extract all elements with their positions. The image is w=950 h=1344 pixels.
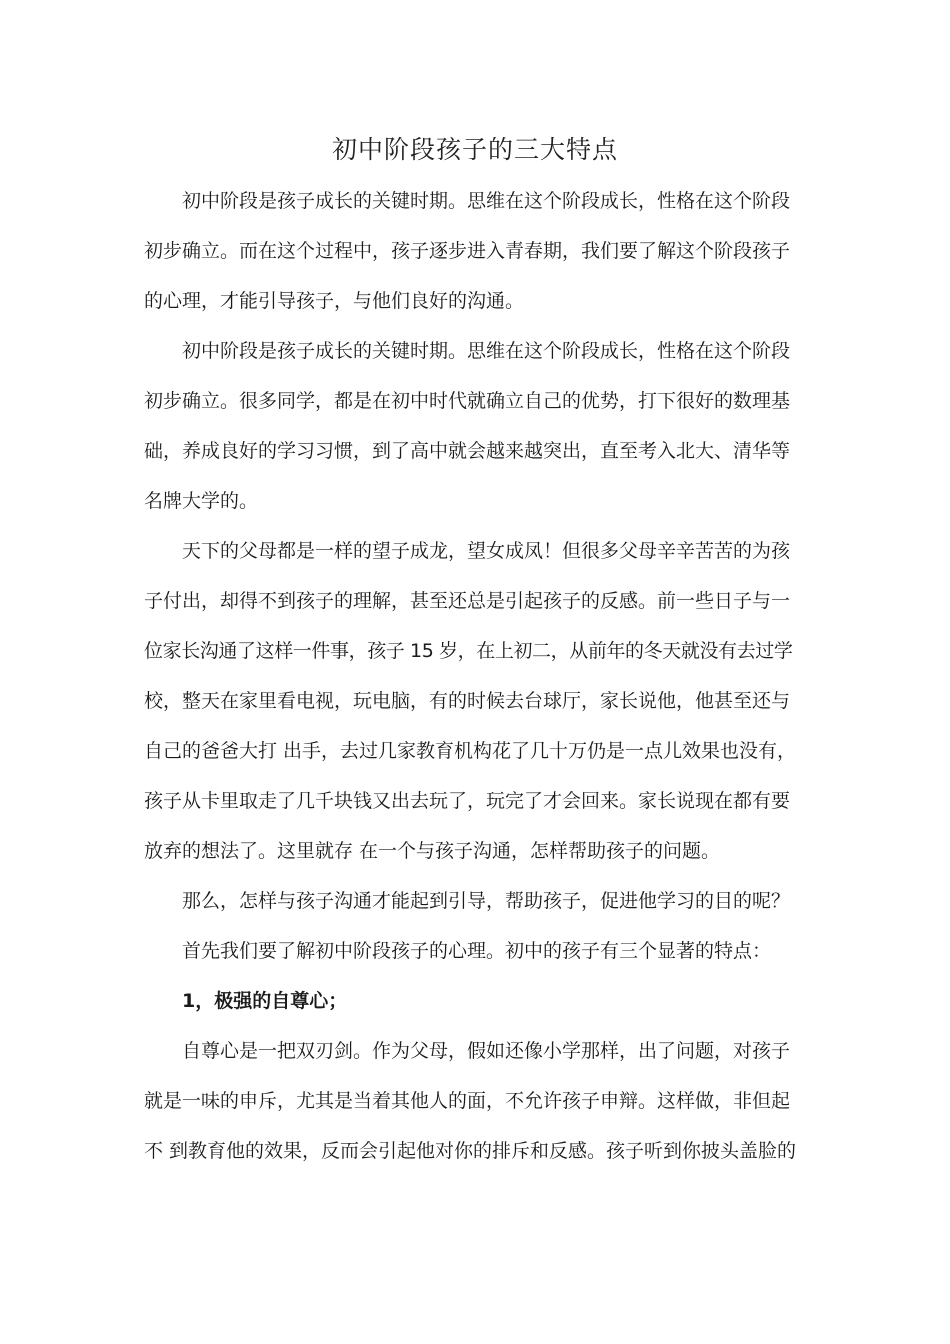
paragraph-line: 首先我们要了解初中阶段孩子的心理。初中的孩子有三个显著的特点： bbox=[182, 940, 772, 962]
paragraph-line: 放弃的想法了。这里就存 在一个与孩子沟通，怎样帮助孩子的问题。 bbox=[144, 840, 721, 862]
paragraph-intro bbox=[144, 176, 809, 326]
paragraph-line: 初中阶段是孩子成长的关键时期。思维在这个阶段成长，性格在这个阶段 bbox=[182, 340, 791, 362]
paragraph-key-period bbox=[144, 326, 809, 526]
paragraph-line: 初步确立。而在这个过程中，孩子逐步进入青春期，我们要了解这个阶段孩子 bbox=[144, 240, 791, 262]
document-title: 初中阶段孩子的三大特点 bbox=[331, 135, 618, 164]
paragraph-line: 初步确立。很多同学，都是在初中时代就确立自己的优势，打下很好的数理基 bbox=[144, 390, 791, 412]
section-heading-self-esteem bbox=[144, 976, 809, 1026]
paragraph-question bbox=[144, 876, 809, 926]
paragraph-line: 自尊心是一把双刃剑。作为父母，假如还像小学那样，出了问题，对孩子 bbox=[182, 1040, 791, 1062]
paragraph-line: 子付出，却得不到孩子的理解，甚至还总是引起孩子的反感。前一些日子与一 bbox=[144, 590, 791, 612]
paragraph-line: 位家长沟通了这样一件事，孩子 15 岁，在上初二，从前年的冬天就没有去过学 bbox=[144, 640, 793, 662]
paragraph-line: 不 到教育他的效果，反而会引起他对你的排斥和反感。孩子听到你披头盖脸的 bbox=[144, 1140, 797, 1162]
paragraph-three-traits bbox=[144, 926, 809, 976]
paragraph-parents-story bbox=[144, 526, 809, 876]
paragraph-line: 天下的父母都是一样的望子成龙，望女成凤！但很多父母辛辛苦苦的为孩 bbox=[182, 540, 791, 562]
paragraph-line: 就是一味的申斥，尤其是当着其他人的面，不允许孩子申辩。这样做，非但起 bbox=[144, 1090, 791, 1112]
paragraph-line: 初中阶段是孩子成长的关键时期。思维在这个阶段成长，性格在这个阶段 bbox=[182, 190, 791, 212]
paragraph-self-esteem bbox=[144, 1026, 809, 1176]
paragraph-line: 孩子从卡里取走了几千块钱又出去玩了，玩完了才会回来。家长说现在都有要 bbox=[144, 790, 791, 812]
paragraph-line: 础，养成良好的学习习惯，到了高中就会越来越突出，直至考入北大、清华等 bbox=[144, 440, 791, 462]
section-heading-line: 1，极强的自尊心； bbox=[182, 990, 348, 1012]
paragraph-line: 自己的爸爸大打 出手，去过几家教育机构花了几十万仍是一点儿效果也没有， bbox=[144, 740, 797, 762]
paragraph-line: 校，整天在家里看电视，玩电脑，有的时候去台球厅，家长说他，他甚至还与 bbox=[144, 690, 791, 712]
paragraph-line: 名牌大学的。 bbox=[144, 490, 259, 512]
paragraph-line: 的心理，才能引导孩子，与他们良好的沟通。 bbox=[144, 290, 525, 312]
paragraph-line: 那么，怎样与孩子沟通才能起到引导，帮助孩子，促进他学习的目的呢？ bbox=[182, 890, 791, 912]
document-body bbox=[144, 176, 809, 1176]
